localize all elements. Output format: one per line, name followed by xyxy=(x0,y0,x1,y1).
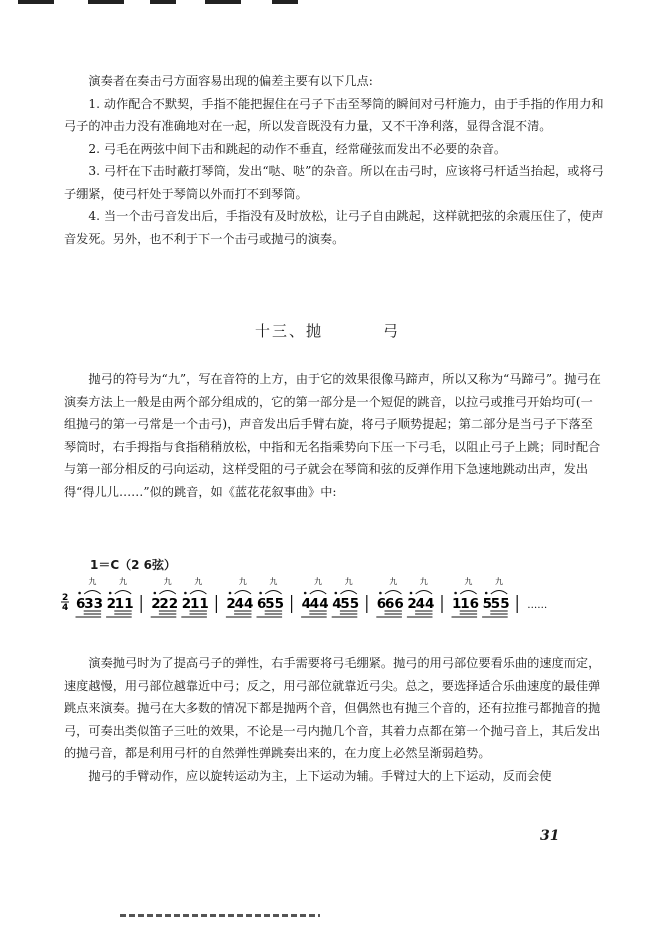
throw-bow-mark: 九 xyxy=(389,577,398,586)
throw-bow-mark: 九 xyxy=(194,577,203,586)
note-pair: 11 xyxy=(114,596,134,612)
throw-bow-mark: 九 xyxy=(464,577,473,586)
note-main: 4 xyxy=(332,596,342,612)
dot-high xyxy=(410,592,413,595)
note-main: 1 xyxy=(452,596,462,612)
note-pair: 44 xyxy=(309,596,329,612)
note-pair: 16 xyxy=(460,596,479,612)
throw-bow-mark: 九 xyxy=(88,577,97,586)
paragraph-point-2: 2. 弓毛在两弦中间下击和跳起的动作不垂直，经常碰弦而发出不必要的杂音。 xyxy=(88,141,507,156)
throw-bow-mark: 九 xyxy=(419,577,428,586)
note-pair: 55 xyxy=(265,596,284,612)
throw-bow-mark: 九 xyxy=(495,577,503,586)
dot-high xyxy=(184,592,187,595)
slur xyxy=(159,591,175,595)
throw-bow-mark: 九 xyxy=(238,577,247,586)
note-main: 4 xyxy=(301,596,312,612)
section-heading-right: 弓 xyxy=(383,322,401,340)
note-pair: 55 xyxy=(340,596,360,612)
paragraph-intro: 演奏者在奏击弓方面容易出现的偏差主要有以下几点: xyxy=(88,74,373,88)
slur xyxy=(235,591,251,595)
score-continuation: …… xyxy=(527,600,548,611)
note-main: 2 xyxy=(151,596,161,612)
intro-section xyxy=(64,70,604,250)
note-main: 2 xyxy=(181,596,192,612)
slur xyxy=(84,591,100,595)
slur xyxy=(115,591,131,595)
dot-high xyxy=(229,592,232,595)
time-signature-bottom: 4 xyxy=(62,603,69,613)
page-number: 31 xyxy=(540,828,560,844)
dot-high xyxy=(78,592,81,595)
slur xyxy=(385,591,401,595)
note-main: 6 xyxy=(76,596,86,612)
score-key: 1＝C（2 6弦） xyxy=(90,558,177,572)
slur xyxy=(265,591,281,595)
slur xyxy=(416,591,432,595)
dot-high xyxy=(454,592,457,595)
paragraph-definition: 抛弓的符号为“九”，写在音符的上方，由于它的效果很像马蹄声，所以又称为“马蹄弓”。抛弓在演奏方法上一般是由两个部分组成的，它的第一部分是一个短促的跳音，以拉弓或推弓开始均可(一组抛弓的第一弓常是一个击弓)，声音发出后手臂右旋，将弓子顺势提起；第二部分是当弓子下落至琴筒时，右手拇指与食指稍稍放松，中指和无名指乘势向下压一下弓毛，以阻止弓子上跳；同时配合与第一部分相反的弓向运动，这样受阻的弓子就会在琴筒和弦的反弹作用下急速地跳动出声，发出得“得儿儿……”似的跳音，如《蓝花花叙事曲》中: xyxy=(64,372,601,499)
note-pair: 22 xyxy=(159,596,179,612)
throw-bow-mark: 九 xyxy=(269,577,278,586)
note-pair: 11 xyxy=(190,596,209,612)
technique-section xyxy=(64,652,604,787)
top-edge-marks xyxy=(0,0,655,8)
note-main: 2 xyxy=(106,596,117,612)
throw-bow-mark: 九 xyxy=(163,577,172,586)
time-signature-top: 2 xyxy=(62,593,69,603)
paragraph-technique: 演奏抛弓时为了提高弓子的弹性，右手需要将弓毛绷紧。抛弓的用弓部位要看乐曲的速度而定，速度越慢，用弓部位越靠近中弓；反之，用弓部位就靠近弓尖。总之，要选择适合乐曲速度的最佳弹跳点来演奏。抛弓在大多数的情况下都是抛两个音，但偶然也有抛三个音的，还有拉推弓都抛音的抛弓，可奏出类似笛子三吐的效果，不论是一弓内抛几个音，其着力点都在第一个抛弓音上，其后发出的抛弓音，都是利用弓杆的自然弹性弹跳奏出来的，在力度上必然呈渐弱趋势。 xyxy=(64,656,601,760)
dot-high xyxy=(154,592,157,595)
note-pair: 33 xyxy=(84,596,103,612)
section-heading-left: 十三、抛 xyxy=(254,322,323,340)
throw-bow-mark: 九 xyxy=(119,577,127,586)
slur xyxy=(340,591,356,595)
note-main: 6 xyxy=(257,596,267,612)
dot-high xyxy=(259,592,262,595)
note-main: 6 xyxy=(376,596,387,612)
slur xyxy=(190,591,206,595)
bottom-edge-mark xyxy=(120,914,320,917)
note-main: 5 xyxy=(482,596,493,612)
slur xyxy=(491,591,507,595)
dot-high xyxy=(304,592,307,595)
paragraph-arm-motion: 抛弓的手臂动作，应以旋转运动为主，上下运动为辅。手臂过大的上下运动，反而会使 xyxy=(88,768,552,783)
throw-bow-mark: 九 xyxy=(344,577,353,586)
throw-bow-mark: 九 xyxy=(314,577,322,586)
dot-high xyxy=(109,592,112,595)
slur xyxy=(310,591,326,595)
definition-section xyxy=(64,368,604,503)
dot-high xyxy=(335,592,338,595)
slur xyxy=(460,591,476,595)
paragraph-point-1: 1. 动作配合不默契，手指不能把握住在弓子下击至琴筒的瞬间对弓杆施力，由于手指的作用力和弓子的冲击力没有准确地对在一起，所以发音既没有力量，又不干净利落，显得含混不清。 xyxy=(64,96,604,133)
note-pair: 66 xyxy=(385,596,404,612)
note-main: 2 xyxy=(407,596,417,612)
paragraph-point-3: 3. 弓杆在下击时蔽打琴筒，发出“哒、哒”的杂音。所以在击弓时，应该将弓杆适当抬起，或将弓子绷紧，使弓杆处于琴筒以外而打不到琴筒。 xyxy=(64,164,604,201)
dot-high xyxy=(379,592,382,595)
dot-high xyxy=(485,592,488,595)
note-pair: 44 xyxy=(415,596,435,612)
music-score xyxy=(58,574,578,620)
note-main: 2 xyxy=(226,596,236,612)
note-pair: 44 xyxy=(234,596,254,612)
section-heading xyxy=(0,320,655,341)
note-pair: 55 xyxy=(490,596,510,612)
paragraph-point-4: 4. 当一个击弓音发出后，手指没有及时放松，让弓子自由跳起，这样就把弦的余震压住了，使声音发死。另外，也不利于下一个击弓或抛弓的演奏。 xyxy=(64,209,604,246)
